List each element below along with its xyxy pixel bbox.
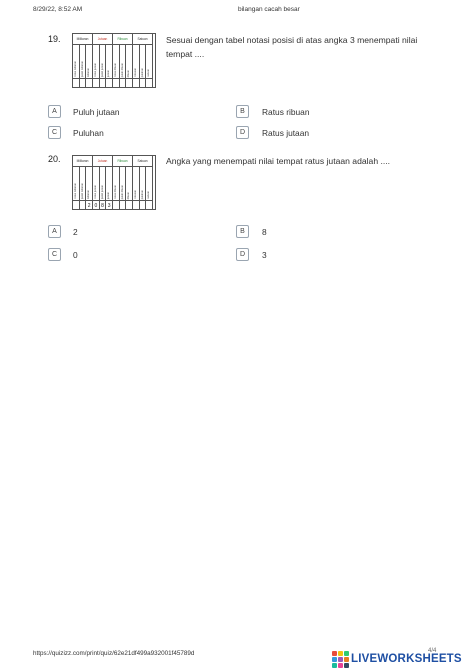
table-digit-cell [80,78,87,88]
table-group-header: Milliaran [73,156,93,167]
table-digit-cell: 0 [93,200,100,210]
table-group-header: Jutaan [93,34,113,45]
table-digit-cell [133,200,140,210]
table-column-header [106,167,113,200]
option-a-text[interactable]: Puluh jutaan [73,107,120,117]
table-column-header [140,45,147,78]
option-a-marker[interactable]: A [48,105,61,118]
column-label: ratusan [134,190,137,199]
column-label: puluh ribuan [120,62,124,77]
table-column-header [146,45,153,78]
table-digit-cell [126,78,133,88]
option-c-marker[interactable]: C [48,248,61,261]
column-label: ribuan [127,191,131,199]
table-column-header [80,45,87,78]
footer-url: https://quizizz.com/print/quiz/62e21df499a932001f45789d [33,650,195,657]
column-label: puluh jutaan [100,184,104,199]
option-a-marker[interactable]: A [48,225,61,238]
table-digit-cell [106,78,113,88]
table-digit-cell [80,200,87,210]
place-value-table [72,33,156,88]
option-c-text[interactable]: Puluhan [73,128,104,138]
table-digit-cell [93,78,100,88]
column-label: jutaan [107,191,111,199]
question-text: Sesuai dengan tabel notasi posisi di atas angka 3 menempati nilai tempat .... [166,35,418,59]
table-group-header: Ribuan [113,156,133,167]
column-label: satuan [147,191,151,199]
column-label: ratus miliaran [74,183,77,199]
table-column-header [120,45,127,78]
table-column-header [86,45,93,78]
option-d-text[interactable]: 3 [262,250,267,260]
table-digit-cell: 8 [100,200,107,210]
option-a-text[interactable]: 2 [73,227,78,237]
table-digit-cell [73,78,80,88]
table-digit-cell [126,200,133,210]
table-column-header [146,167,153,200]
page-number: 4/4 [428,648,437,654]
column-label: puluh miliaran [80,60,84,77]
option-b-text[interactable]: 8 [262,227,267,237]
table-digit-cell [73,200,80,210]
table-column-header [120,167,127,200]
table-digit-cell [140,78,147,88]
column-label: satuan [147,69,151,77]
column-label: ratus ribuan [114,63,117,77]
table-group-header: Satuan [133,34,153,45]
table-column-header [100,45,107,78]
option-b-marker[interactable]: B [236,225,249,238]
table-column-header [113,167,120,200]
liveworksheets-logo [332,650,462,668]
option-c-text[interactable]: 0 [73,250,78,260]
liveworksheets-grid-icon [332,651,349,668]
column-label: jutaan [107,69,111,77]
table-digit-cell [100,78,107,88]
option-b-marker[interactable]: B [236,105,249,118]
column-label: ratusan [134,68,137,77]
column-label: ribuan [127,69,131,77]
option-d-text[interactable]: Ratus jutaan [262,128,310,138]
table-digit-cell [133,78,140,88]
table-group-header: Jutaan [93,156,113,167]
column-label: puluhan [140,67,144,77]
option-d-marker[interactable]: D [236,248,249,261]
column-label: puluh miliaran [80,182,84,199]
option-b-text[interactable]: Ratus ribuan [262,107,310,117]
print-datetime: 8/29/22, 8:52 AM [33,6,83,13]
place-value-table [72,155,156,210]
column-label: puluh ribuan [120,184,124,199]
table-group-header: Satuan [133,156,153,167]
table-digit-cell [113,78,120,88]
table-group-header: Ribuan [113,34,133,45]
table-column-header [140,167,147,200]
table-column-header [93,167,100,200]
column-label: puluhan [140,189,144,199]
table-digit-cell: 2 [86,200,93,210]
table-digit-cell [140,200,147,210]
option-d-marker[interactable]: D [236,126,249,139]
table-digit-cell [120,78,127,88]
table-digit-cell [146,78,153,88]
table-column-header [86,167,93,200]
liveworksheets-brand: LIVEWORKSHEETS [351,653,462,665]
question-text: Angka yang menempati nilai tempat ratus jutaan adalah .... [166,156,391,166]
column-label: puluh jutaan [100,62,104,77]
table-digit-cell [113,200,120,210]
column-label: miliaran [87,67,91,77]
table-column-header [113,45,120,78]
table-column-header [126,45,133,78]
table-digit-cell [146,200,153,210]
table-column-header [80,167,87,200]
page-title: bilangan cacah besar [238,6,300,13]
table-column-header [100,167,107,200]
table-column-header [73,45,80,78]
column-label: ratus jutaan [94,63,97,77]
table-column-header [73,167,80,200]
table-column-header [133,45,140,78]
table-digit-cell [86,78,93,88]
table-digit-cell: 3 [106,200,113,210]
question-number: 20. [48,154,61,164]
column-label: ratus miliaran [74,61,77,77]
table-column-header [106,45,113,78]
option-c-marker[interactable]: C [48,126,61,139]
table-column-header [133,167,140,200]
column-label: ratus ribuan [114,185,117,199]
column-label: ratus jutaan [94,185,97,199]
table-digit-cell [120,200,127,210]
table-column-header [93,45,100,78]
question-number: 19. [48,34,61,44]
table-group-header: Milliaran [73,34,93,45]
table-column-header [126,167,133,200]
column-label: miliaran [87,189,91,199]
